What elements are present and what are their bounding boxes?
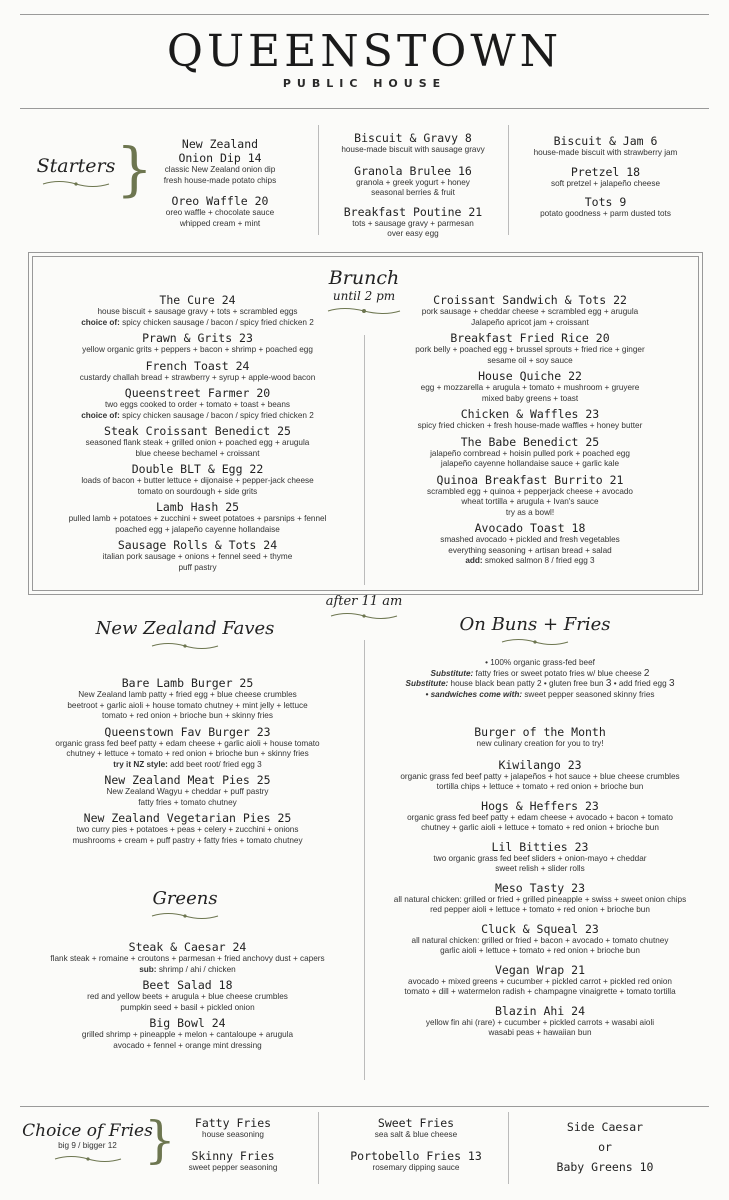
item-desc: organic grass fed beef patty + edam cheese + garlic aioli + house tomato	[55, 738, 320, 748]
fries-divider	[318, 1112, 319, 1184]
item-desc: tortilla chips + lettuce + tomato + red onion + brioche bun	[436, 782, 644, 791]
item-name: Lamb Hash 25	[155, 500, 240, 514]
item-name: Sausage Rolls & Tots 24	[117, 538, 278, 552]
item-desc: over easy egg	[387, 229, 439, 238]
starters-brace-icon: }	[116, 135, 153, 203]
item-name: New Zealand	[181, 137, 259, 151]
item-name: Chicken & Waffles 23	[460, 407, 600, 421]
item-desc: scrambled egg + quinoa + pepperjack cheese + avocado	[427, 486, 633, 496]
item-desc: mushrooms + cream + puff pastry + fatty fries + tomato chutney	[72, 835, 303, 845]
item-desc: wheat tortilla + arugula + Ivan's sauce	[461, 497, 599, 506]
buns-heading	[430, 614, 640, 647]
item-desc: house-made biscuit with strawberry jam	[533, 148, 678, 157]
item-desc	[30, 965, 345, 976]
starters-col-3	[518, 131, 693, 220]
item-desc: classic New Zealand onion dip	[164, 165, 276, 174]
item-desc: avocado + fennel + orange mint dressing	[113, 1040, 262, 1050]
item-desc: jalapeño cornbread + hoisin pulled pork + poached egg	[430, 448, 630, 458]
item-desc: two organic grass fed beef sliders + onion-mayo + cheddar	[433, 853, 647, 863]
greens-heading	[130, 888, 240, 921]
item-name: Meso Tasty 23	[494, 880, 585, 895]
item-name: Baby Greens 10	[556, 1160, 654, 1174]
intro-price: 3	[605, 678, 612, 689]
item-desc: spicy fried chicken + fresh house-made waffles + honey butter	[417, 421, 643, 430]
item-desc: soft pretzel + jalapeño cheese	[550, 178, 660, 188]
starters-col-1	[150, 134, 290, 229]
fries-divider	[508, 1112, 509, 1184]
ornament-icon	[41, 179, 111, 189]
item-name: Kiwilango 23	[498, 757, 582, 772]
item-desc: pork sausage + cheddar cheese + scrambled egg + arugula	[421, 307, 639, 316]
item-name: Queenstreet Farmer 20	[124, 386, 271, 400]
item-desc: pumpkin seed + basil + pickled onion	[120, 1002, 255, 1012]
item-desc-label: try it NZ style:	[113, 759, 168, 769]
item-desc: poached egg + jalapeño cayenne hollandaise	[115, 524, 280, 534]
item-name: Double BLT & Egg 22	[131, 462, 264, 476]
item-desc: beetroot + garlic aioli + house tomato chutney + mint jelly + lettuce	[67, 700, 308, 710]
item-name: The Cure 24	[159, 293, 236, 307]
item-desc	[40, 318, 355, 329]
restaurant-subtitle: PUBLIC HOUSE	[282, 77, 447, 90]
item-desc: two curry pies + potatoes + peas + celery + zucchini + onions	[76, 825, 299, 834]
item-desc: seasoned flank steak + grilled onion + poached egg + arugula	[85, 438, 310, 447]
intro-line	[375, 690, 705, 701]
item-desc-text: spicy chicken sausage / bacon / spicy fried chicken 2	[119, 317, 314, 327]
item-desc: wasabi peas + hawaiian bun	[488, 1028, 592, 1037]
item-name: Sweet Fries	[377, 1116, 455, 1130]
item-desc	[40, 411, 355, 422]
item-desc: chutney + garlic aioli + lettuce + tomato + red onion + brioche bun	[421, 823, 659, 832]
item-name: Breakfast Fried Rice 20	[450, 331, 610, 345]
item-name: The Babe Benedict 25	[460, 434, 600, 449]
item-desc: custardy challah bread + strawberry + syrup + apple-wood bacon	[79, 372, 316, 382]
item-desc: egg + mozzarella + arugula + tomato + mushroom + gruyere	[420, 383, 640, 392]
item-desc: smashed avocado + pickled and fresh vegetables	[440, 535, 620, 544]
item-desc	[30, 760, 345, 771]
item-desc: grilled shrimp + pineapple + melon + cantaloupe + arugula	[81, 1030, 294, 1039]
brunch-right-column	[375, 290, 685, 567]
item-desc: whipped cream + mint	[179, 218, 261, 228]
nz-faves-title: New Zealand Faves	[95, 618, 275, 639]
fries-brace-icon: }	[144, 1111, 176, 1169]
item-desc: yellow organic grits + peppers + bacon + shrimp + poached egg	[82, 345, 313, 354]
fries-sub: big 9 / bigger 12	[58, 1141, 117, 1150]
item-desc: pork belly + poached egg + brussel sprouts + fried rice + ginger	[415, 345, 645, 354]
starters-heading	[36, 155, 116, 189]
item-desc: house biscuit + sausage gravy + tots + scrambled eggs	[97, 307, 298, 316]
item-name: Beet Salad 18	[142, 978, 233, 992]
after-11-heading	[314, 594, 414, 621]
brunch-divider	[364, 335, 365, 585]
intro-price: 3	[668, 678, 675, 689]
item-name: Granola Brulee 16	[354, 163, 472, 178]
ornament-icon	[53, 1154, 123, 1164]
item-name: Side Caesar	[566, 1120, 644, 1134]
item-desc: tots + sausage gravy + parmesan	[352, 218, 474, 228]
item-desc: potato goodness + parm dusted tots	[540, 209, 671, 218]
item-desc-text: add beet root/ fried egg 3	[167, 759, 262, 769]
fries-col-1	[178, 1113, 288, 1173]
item-desc: avocado + mixed greens + cucumber + pickled carrot + pickled red onion	[408, 976, 672, 986]
fries-heading	[20, 1121, 155, 1164]
item-name: Steak & Caesar 24	[128, 940, 247, 954]
buns-title: On Buns + Fries	[459, 614, 611, 635]
item-desc: pulled lamb + potatoes + zucchini + sweet potatoes + parsnips + fennel	[68, 514, 327, 523]
ornament-icon	[329, 611, 399, 621]
starters-col-2	[328, 128, 498, 240]
item-desc: garlic aioli + lettuce + tomato + red onion + brioche bun	[440, 946, 640, 955]
item-desc: Jalapeño apricot jam + croissant	[471, 317, 589, 327]
item-desc: house-made biscuit with sausage gravy	[341, 145, 485, 154]
item-name: Cluck & Squeal 23	[481, 921, 599, 936]
ornament-icon	[150, 641, 220, 651]
main-divider	[364, 640, 365, 1080]
restaurant-name: QUEENSTOWN	[166, 26, 563, 77]
intro-label: • sandwiches come with:	[425, 689, 523, 699]
item-desc: New Zealand lamb patty + fried egg + blue cheese crumbles	[78, 690, 297, 699]
item-name: New Zealand Vegetarian Pies 25	[83, 811, 292, 825]
item-name: Lil Bitties 23	[491, 839, 589, 854]
item-name: Vegan Wrap 21	[494, 962, 585, 977]
item-desc: tomato on sourdough + side grits	[137, 486, 258, 496]
buns-list	[375, 722, 705, 1039]
item-name: Fatty Fries	[194, 1116, 272, 1130]
greens-title: Greens	[152, 888, 218, 909]
item-name: Blazin Ahi 24	[494, 1003, 585, 1018]
intro-line: • 100% organic grass-fed beef	[485, 658, 595, 667]
item-name: New Zealand Meat Pies 25	[104, 773, 271, 787]
item-desc: tomato + red onion + brioche bun + skinny fries	[102, 711, 273, 720]
item-name: French Toast 24	[145, 358, 250, 373]
top-rule	[20, 14, 709, 15]
nz-faves-list	[30, 673, 345, 846]
brunch-left-column	[40, 290, 355, 573]
item-name: Breakfast Poutine 21	[343, 204, 483, 219]
after-11-label: after 11 am	[325, 594, 403, 609]
item-name: Bare Lamb Burger 25	[121, 676, 254, 690]
item-name: Onion Dip 14	[178, 151, 262, 165]
item-name: Steak Croissant Benedict 25	[104, 424, 291, 438]
item-desc: red pepper aioli + lettuce + tomato + red onion + brioche bun	[430, 905, 650, 914]
item-desc: seasonal berries & fruit	[371, 188, 455, 197]
item-desc: fresh house-made potato chips	[163, 175, 277, 185]
item-desc-label: choice of:	[81, 410, 120, 420]
item-desc: blue cheese bechamel + croissant	[135, 448, 260, 458]
item-name: Avocado Toast 18	[474, 521, 586, 535]
item-name: Tots 9	[584, 195, 627, 209]
item-desc: two eggs cooked to order + tomato + toast + beans	[104, 400, 291, 409]
item-desc: house seasoning	[202, 1130, 264, 1139]
intro-text: sweet pepper seasoned skinny fries	[522, 689, 655, 699]
item-desc: all natural chicken: grilled or fried + grilled pineapple + swiss + sweet onion chips	[393, 894, 687, 904]
item-name: Croissant Sandwich & Tots 22	[433, 293, 627, 307]
item-desc: loads of bacon + butter lettuce + dijonaise + pepper-jack cheese	[81, 476, 314, 485]
intro-label: Substitute:	[430, 668, 474, 678]
fries-rule	[20, 1106, 709, 1107]
starters-divider	[318, 125, 319, 235]
item-name: Prawn & Grits 23	[142, 331, 253, 345]
item-desc: rosemary dipping sauce	[372, 1162, 460, 1172]
item-desc: organic grass fed beef patty + jalapeños + hot sauce + blue cheese crumbles	[400, 771, 680, 781]
header-rule	[20, 108, 709, 109]
item-name: Burger of the Month	[474, 725, 606, 739]
item-name: Hogs & Heffers 23	[481, 798, 599, 813]
starters-title: Starters	[36, 155, 116, 177]
item-desc-text: smoked salmon 8 / fried egg 3	[482, 556, 595, 565]
item-name: Portobello Fries 13	[350, 1148, 482, 1163]
item-desc: all natural chicken: grilled or fried + bacon + avocado + tomato chutney	[411, 935, 669, 945]
item-desc-text: shrimp / ahi / chicken	[156, 964, 236, 974]
item-name: Queenstown Fav Burger 23	[104, 724, 271, 739]
item-desc-text: spicy chicken sausage / bacon / spicy fried chicken 2	[119, 410, 314, 420]
item-desc: mixed baby greens + toast	[481, 393, 579, 403]
item-desc: sweet relish + slider rolls	[495, 864, 585, 873]
intro-text: house black bean patty 2 • gluten free bun	[448, 679, 606, 688]
item-desc: flank steak + romaine + croutons + parmesan + fried anchovy dust + capers	[50, 954, 325, 963]
item-desc: sea salt & blue cheese	[374, 1130, 458, 1139]
item-desc: try as a bowl!	[505, 507, 555, 517]
greens-list	[30, 937, 345, 1051]
item-desc: new culinary creation for you to try!	[476, 739, 604, 748]
item-desc: puff pastry	[178, 562, 217, 572]
item-desc: italian pork sausage + onions + fennel seed + thyme	[102, 552, 293, 561]
brunch-title: Brunch	[328, 267, 400, 289]
item-name: Big Bowl 24	[149, 1016, 226, 1030]
ornament-icon	[500, 637, 570, 647]
ornament-icon	[150, 911, 220, 921]
item-desc: yellow fin ahi (rare) + cucumber + pickled carrots + wasabi aioli	[425, 1017, 655, 1027]
item-name: House Quiche 22	[478, 369, 582, 383]
nz-faves-heading	[80, 618, 290, 651]
intro-price: 2	[643, 667, 650, 679]
item-desc: New Zealand Wagyu + cheddar + puff pastry	[106, 787, 269, 796]
item-desc: oreo waffle + chocolate sauce	[165, 208, 275, 217]
item-desc: tomato + dill + watermelon radish + champagne vinaigrette + tomato tortilla	[404, 987, 676, 996]
buns-intro	[375, 658, 705, 700]
item-desc-label: choice of:	[81, 317, 120, 327]
intro-text: fatty fries or sweet potato fries w/ blue cheese	[473, 668, 644, 678]
fries-title: Choice of Fries	[22, 1121, 153, 1141]
item-desc-label: sub:	[139, 964, 157, 974]
item-name: Oreo Waffle 20	[171, 194, 269, 208]
intro-text: • add fried egg	[611, 679, 669, 688]
item-name: Biscuit & Jam 6	[553, 134, 658, 148]
item-desc: organic grass fed beef patty + edam cheese + avocado + bacon + tomato	[407, 812, 673, 822]
fries-col-2	[336, 1113, 496, 1173]
item-desc: chutney + lettuce + tomato + red onion + brioche bun + skinny fries	[66, 749, 309, 758]
item-name: or	[598, 1140, 612, 1154]
intro-line	[375, 679, 705, 690]
item-name: Quinoa Breakfast Burrito 21	[436, 472, 624, 487]
item-desc: everything seasoning + artisan bread + salad	[448, 545, 612, 555]
item-name: Skinny Fries	[191, 1148, 275, 1163]
item-desc: sweet pepper seasoning	[188, 1162, 278, 1172]
item-desc	[375, 556, 685, 567]
fries-col-3	[530, 1117, 680, 1174]
item-desc: sesame oil + soy sauce	[487, 355, 573, 365]
starters-divider	[508, 125, 509, 235]
item-desc: granola + greek yogurt + honey	[356, 177, 470, 187]
item-name: Biscuit & Gravy 8	[354, 131, 472, 145]
brunch-subtitle: until 2 pm	[332, 289, 396, 303]
intro-line	[375, 669, 705, 680]
item-desc: jalapeño cayenne hollandaise sauce + garlic kale	[440, 459, 620, 468]
item-desc: red and yellow beets + arugula + blue cheese crumbles	[87, 992, 288, 1001]
item-desc: fatty fries + tomato chutney	[138, 797, 237, 807]
item-desc-label: add:	[465, 556, 483, 565]
item-name: Pretzel 18	[570, 164, 641, 179]
intro-label: Substitute:	[405, 679, 449, 688]
